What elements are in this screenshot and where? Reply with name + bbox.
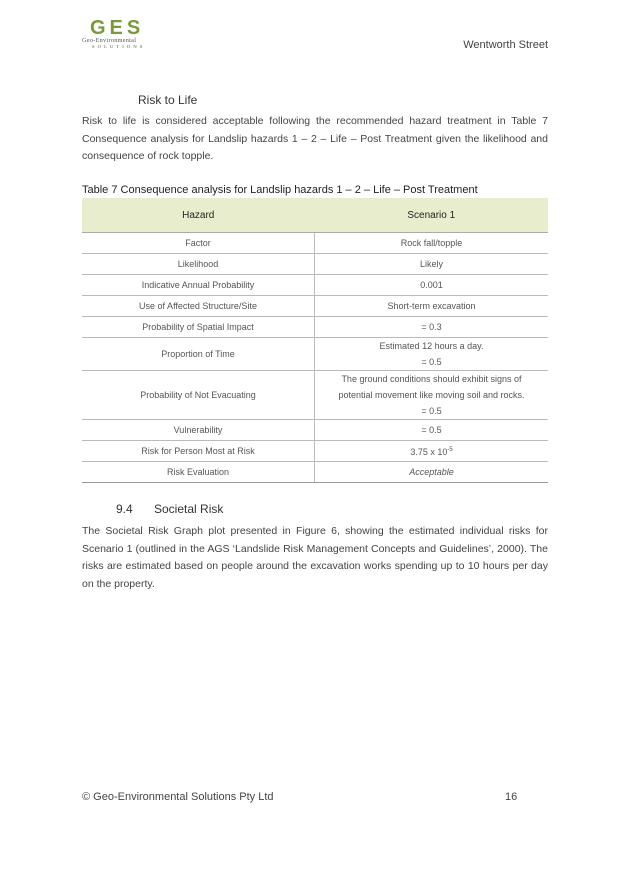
risk-value-exponent: -5 [447,447,453,453]
table-caption: Table 7 Consequence analysis for Landslip hazards 1 – 2 – Life – Post Treatment [82,184,478,196]
cell-line: potential movement like moving soil and rocks. [338,390,525,400]
table-cell-factor: Use of Affected Structure/Site [82,296,315,317]
logo-letters: GES [90,17,145,39]
table-body [82,233,548,483]
cell-line: Short-term excavation [387,301,476,311]
table-header-scenario: Scenario 1 [315,198,549,233]
table-cell-value [315,338,549,371]
table-cell-value [315,254,549,275]
table-row [82,254,548,275]
risk-value-base: 3.75 x 10 [410,447,448,457]
table-row [82,441,548,462]
societal-risk-heading [116,502,223,516]
table-row [82,338,548,371]
consequence-table [82,198,548,483]
company-logo [82,17,162,51]
table-cell-value [315,462,549,483]
table-row [82,275,548,296]
table-cell-factor: Probability of Not Evacuating [82,371,315,420]
table-cell-value [315,233,549,254]
table-cell-value [315,317,549,338]
logo-company-name: Geo-Environmental [82,37,137,44]
table-cell-factor: Vulnerability [82,420,315,441]
table-cell-factor: Indicative Annual Probability [82,275,315,296]
table-row [82,371,548,420]
table-row [82,317,548,338]
table-cell-factor: Likelihood [82,254,315,275]
cell-line: The ground conditions should exhibit signs of [341,374,522,384]
societal-risk-paragraph: The Societal Risk Graph plot presented in Figure 6, showing the estimated individual risks for Scenario 1 (outlined in the AGS ‘Landslide Risk Management Concepts and Guidelines’, 2000). The risks are estimated based on people around the excavation works spending up to 10 hours per day on the property. [82,525,548,590]
table-header-hazard: Hazard [82,198,315,233]
page-number: 16 [505,791,518,803]
footer-copyright: © Geo-Environmental Solutions Pty Ltd [82,791,274,803]
table-cell-value [315,371,549,420]
logo-company-suffix: SOLUTIONS [92,44,146,49]
cell-line: Estimated 12 hours a day. [379,341,484,351]
table-cell-value [315,441,549,462]
cell-line: Rock fall/topple [400,238,463,248]
table-cell-factor: Risk Evaluation [82,462,315,483]
cell-line: = 0.5 [421,425,442,435]
document-title: Wentworth Street [463,39,548,51]
risk-to-life-paragraph: Risk to life is considered acceptable following the recommended hazard treatment in Table 7 Consequence analysis for Landslip hazards 1 – 2 – Life – Post Treatment given the likelihood and consequence of rock topple. [82,115,548,162]
table-cell-value [315,420,549,441]
cell-line: Acceptable [409,467,454,477]
section-title: Societal Risk [154,502,224,516]
table-cell-factor: Risk for Person Most at Risk [82,441,315,462]
table-cell-factor: Proportion of Time [82,338,315,371]
table-row [82,296,548,317]
table-cell-factor: Probability of Spatial Impact [82,317,315,338]
cell-line: 0.001 [420,280,443,290]
cell-line: Likely [419,259,443,269]
table-row [82,420,548,441]
risk-to-life-heading: Risk to Life [138,93,198,107]
cell-line: = 0.5 [421,406,442,416]
section-number: 9.4 [116,502,133,516]
table-cell-value [315,275,549,296]
cell-line: = 0.3 [421,322,442,332]
table-cell-factor: Factor [82,233,315,254]
table-row [82,462,548,483]
table-row [82,233,548,254]
cell-line: = 0.5 [421,357,442,367]
table-cell-value [315,296,549,317]
